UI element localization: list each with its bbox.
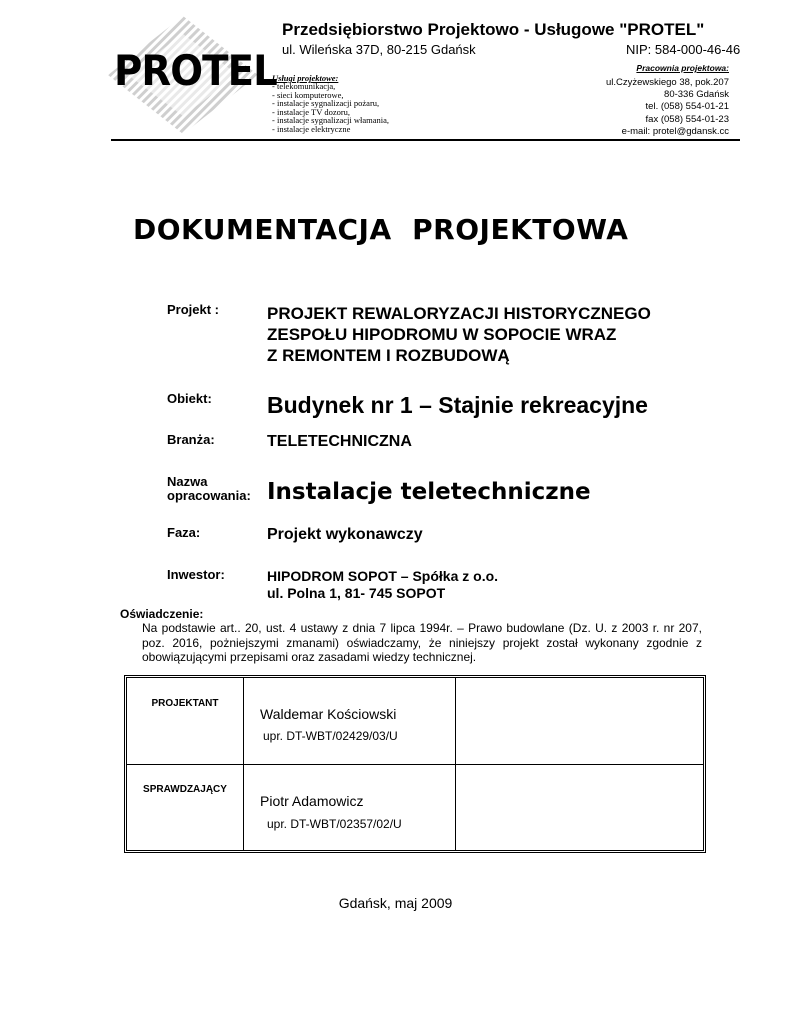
company-name: Przedsiębiorstwo Projektowo - Usługowe "PROTEL" (282, 20, 705, 39)
name-label-line: opracowania: (167, 488, 251, 503)
header-divider (111, 139, 740, 141)
studio-address: ul.Czyżewskiego 38, pok.207 (605, 77, 729, 88)
phase-label: Faza: (167, 525, 201, 540)
investor-line: ul. Polna 1, 81- 745 SOPOT (267, 585, 446, 601)
signature-table (124, 675, 706, 853)
studio-contact (606, 77, 729, 138)
object-label: Obiekt: (167, 391, 212, 406)
name-value: Instalacje teletechniczne (267, 479, 591, 505)
investor-value (267, 568, 498, 602)
place-date: Gdańsk, maj 2009 (338, 895, 453, 911)
list-item: - instalacje sygnalizacji włamania, (272, 115, 390, 126)
designer-license: upr. DT-WBT/02429/03/U (263, 729, 398, 743)
checker-license: upr. DT-WBT/02357/02/U (267, 817, 402, 831)
list-item: - telekomunikacja, (272, 81, 336, 91)
checker-signature-field[interactable] (457, 766, 703, 850)
table-divider (127, 764, 703, 765)
list-item: - instalacje sygnalizacji pożaru, (272, 98, 380, 109)
company-address: ul. Wileńska 37D, 80-215 Gdańsk (282, 42, 476, 57)
project-line: Z REMONTEM I ROZBUDOWĄ (267, 346, 510, 365)
phase-value: Projekt wykonawczy (267, 526, 423, 543)
project-value (267, 303, 651, 366)
document-title: DOKUMENTACJA PROJEKTOWA (133, 213, 629, 246)
object-value: Budynek nr 1 – Stajnie rekreacyjne (267, 392, 648, 418)
investor-line: HIPODROM SOPOT – Spółka z o.o. (267, 568, 499, 584)
studio-fax: fax (058) 554-01-23 (645, 113, 729, 125)
studio-city: 80-336 Gdańsk (664, 89, 729, 101)
studio-title: Pracownia projektowa: (636, 63, 729, 73)
list-item: - instalacje TV dozoru, (272, 106, 351, 117)
name-label (167, 475, 251, 503)
name-label-line: Nazwa (167, 474, 208, 489)
list-item: - sieci komputerowe, (272, 89, 344, 100)
company-logo: PROTEL (114, 46, 277, 95)
list-item: - instalacje elektryczne (272, 123, 351, 134)
declaration-title: Oświadczenie: (120, 607, 204, 621)
designer-role: PROJEKTANT (151, 698, 219, 709)
studio-phone: tel. (058) 554-01-21 (645, 101, 729, 113)
services-list (272, 82, 389, 134)
company-nip: NIP: 584-000-46-46 (626, 42, 740, 57)
project-label: Projekt : (167, 302, 220, 317)
project-line: PROJEKT REWALORYZACJI HISTORYCZNEGO (267, 304, 651, 323)
investor-label: Inwestor: (167, 567, 225, 582)
branch-value: TELETECHNICZNA (267, 433, 412, 450)
designer-signature-field[interactable] (457, 678, 703, 764)
declaration-text: Na podstawie art.. 20, ust. 4 ustawy z dnia 7 lipca 1994r. – Prawo budowlane (Dz. U. z 2003 r. nr 207, poz. 2016, pożniejszymi zmanami) oświadczamy, że niniejszy projekt został wykonany zgodnie z obowiązującymi przepisami oraz zasadami wiedzy technicznej. (142, 621, 702, 664)
checker-name: Piotr Adamowicz (260, 793, 364, 809)
branch-label: Branża: (167, 432, 215, 447)
checker-role: SPRAWDZAJĄCY (143, 784, 227, 795)
project-line: ZESPOŁU HIPODROMU W SOPOCIE WRAZ (267, 325, 617, 344)
studio-email[interactable]: e-mail: protel@gdansk.cc (621, 125, 729, 137)
services-title: Usługi projektowe: (272, 73, 339, 83)
designer-name: Waldemar Kościowski (260, 706, 397, 722)
